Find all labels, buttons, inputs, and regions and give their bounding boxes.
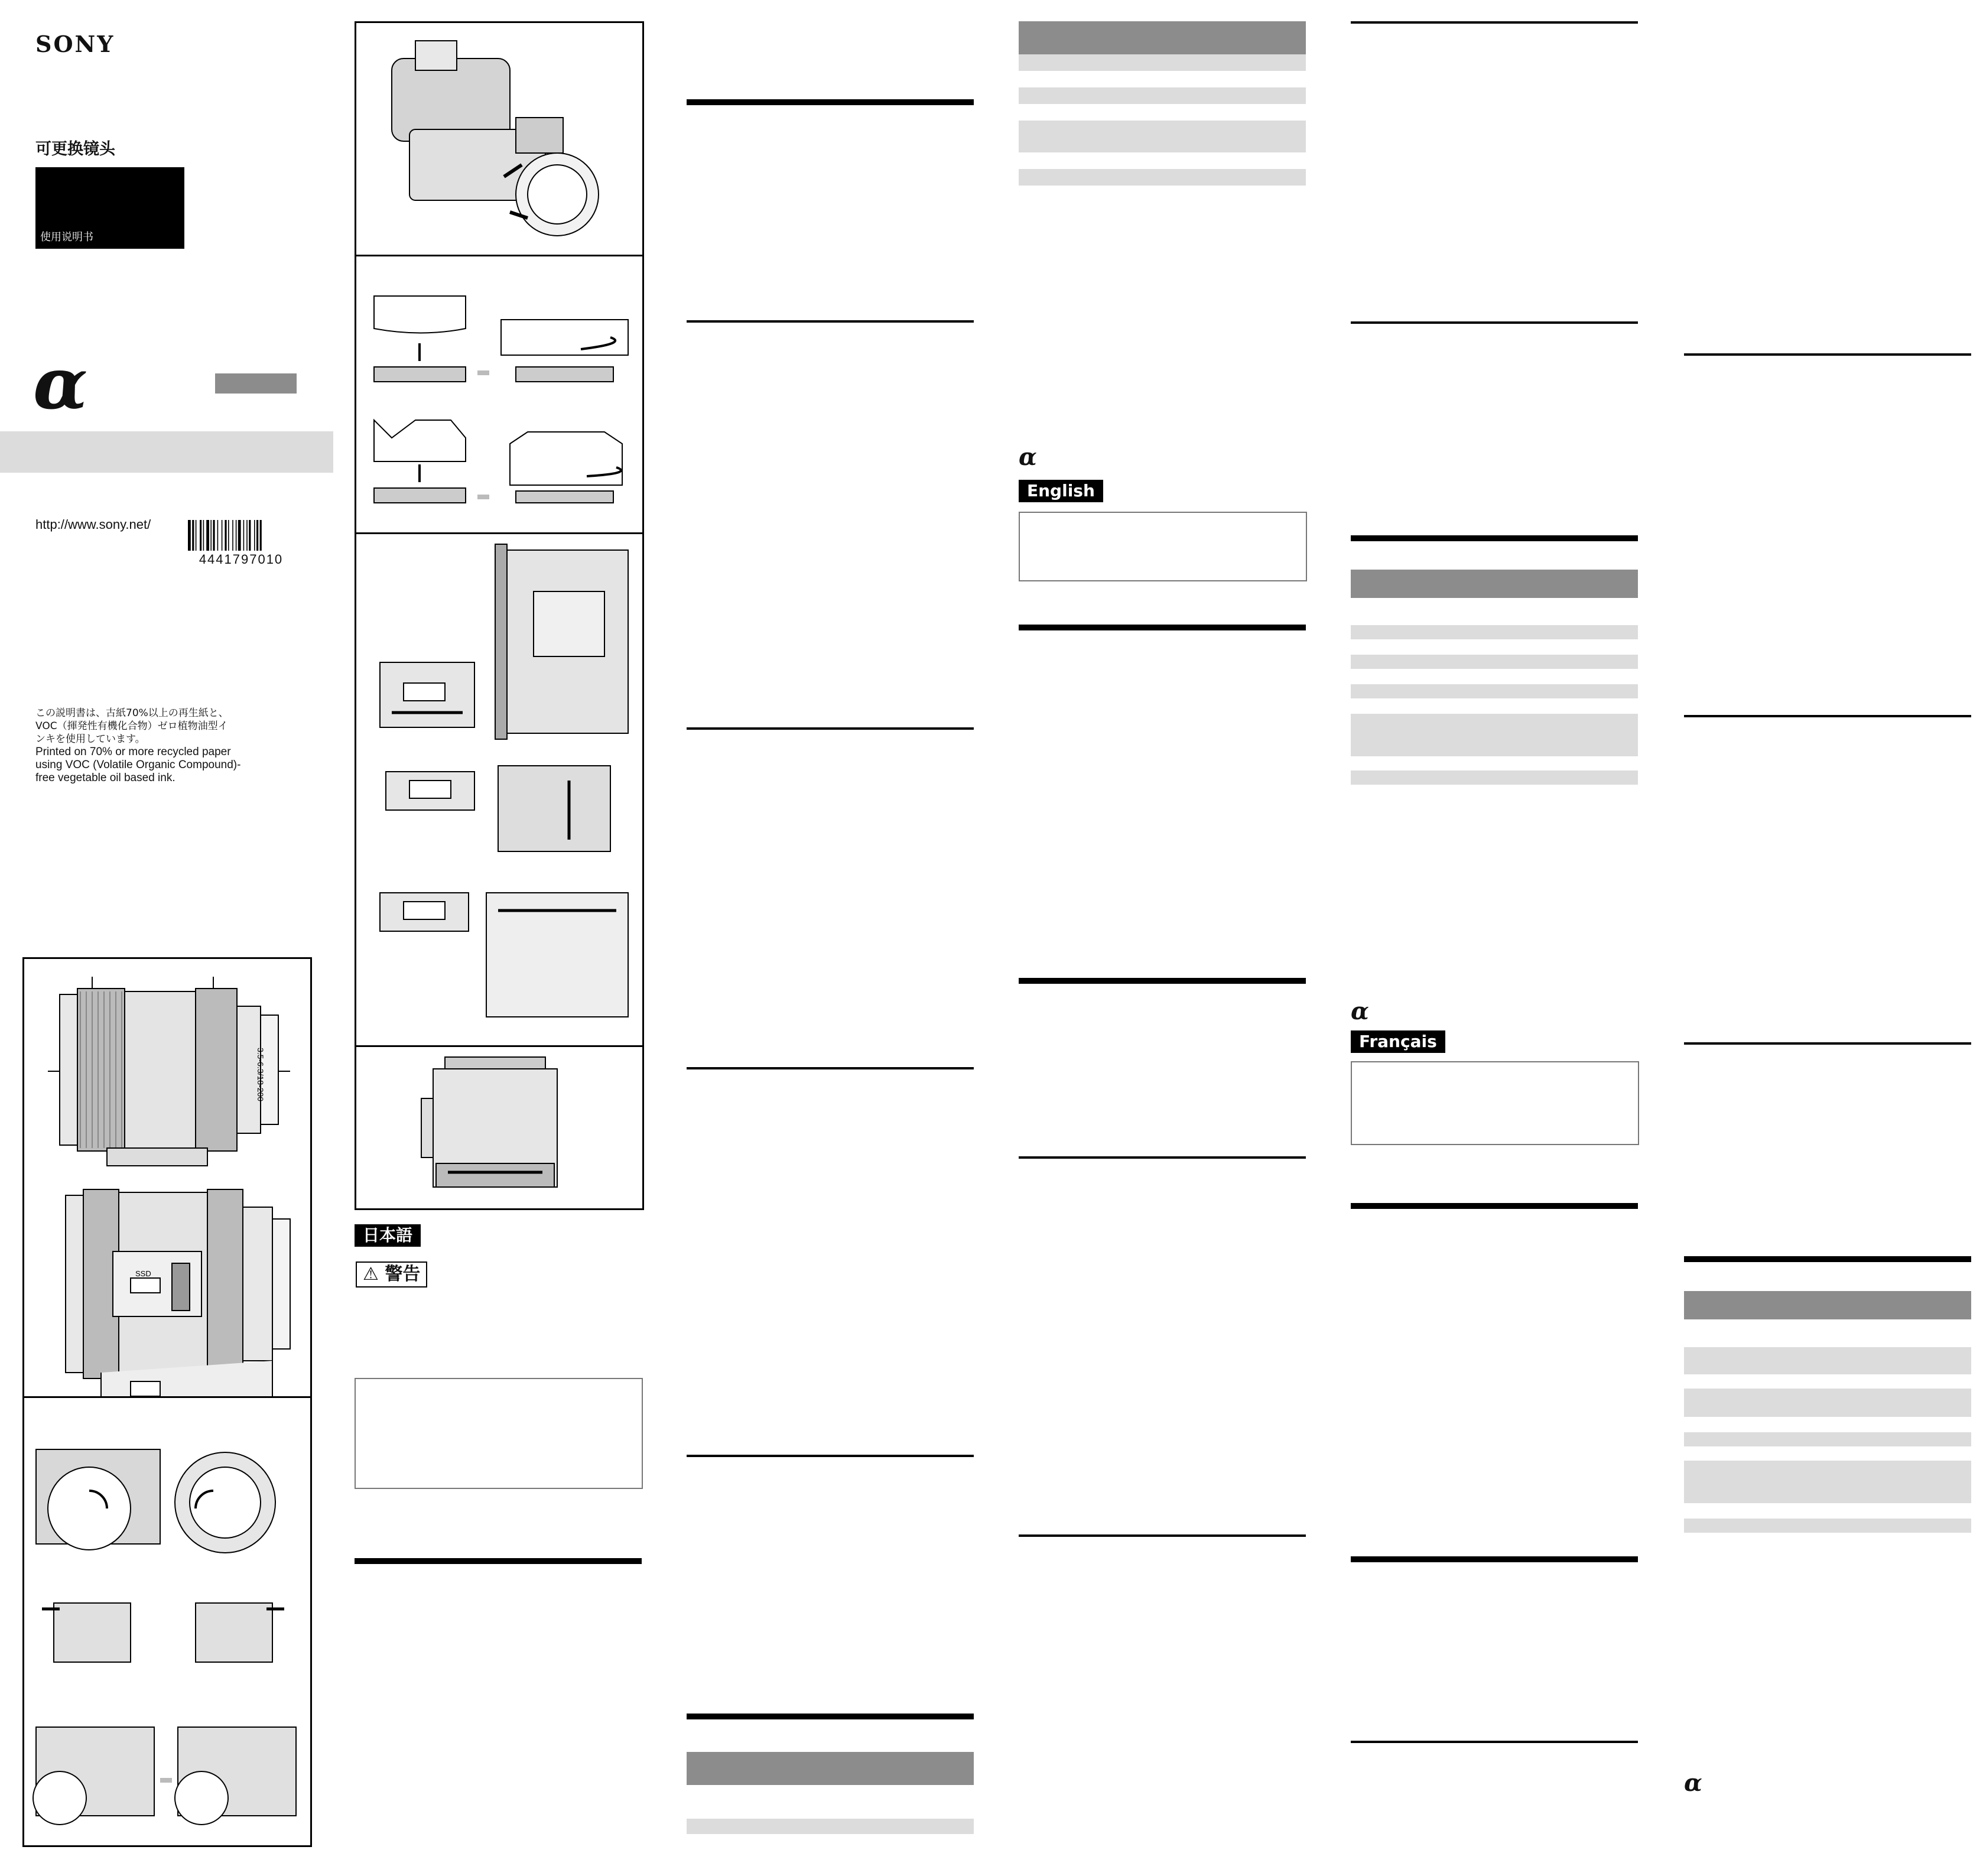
section-rule bbox=[1684, 1042, 1971, 1045]
spec-table-row bbox=[1351, 655, 1638, 669]
ssd-switch-label: SSD bbox=[135, 1269, 151, 1278]
spec-table-row bbox=[1351, 684, 1638, 698]
section-rule bbox=[687, 99, 974, 105]
brand-logo: SONY bbox=[35, 31, 115, 57]
usage-illustrations-panel bbox=[355, 21, 644, 1210]
barcode-bar bbox=[188, 520, 191, 551]
section-rule bbox=[355, 1558, 642, 1564]
warning-label: 警告 bbox=[385, 1264, 421, 1285]
spec-table-header bbox=[1351, 570, 1638, 598]
warning-badge bbox=[356, 1261, 427, 1287]
spec-table-header bbox=[1684, 1291, 1971, 1319]
french-tag: Français bbox=[1351, 1030, 1445, 1053]
spec-table-row bbox=[1019, 87, 1306, 104]
section-rule bbox=[1019, 978, 1306, 984]
section-rule bbox=[1351, 535, 1638, 541]
spec-table-row bbox=[1684, 1461, 1971, 1503]
alpha-mark: α bbox=[1351, 997, 1369, 1025]
spec-table-row bbox=[1684, 1432, 1971, 1446]
switch-operation-illustration bbox=[356, 532, 642, 1047]
barcode-bar bbox=[254, 520, 255, 551]
barcode-bar bbox=[256, 520, 258, 551]
section-rule bbox=[1351, 1741, 1638, 1743]
english-notice-box bbox=[1019, 512, 1307, 581]
lens-parts-illustration bbox=[24, 959, 310, 1398]
warning-triangle-icon: ⚠ bbox=[363, 1264, 379, 1285]
spec-table-row bbox=[1019, 121, 1306, 152]
barcode-bar bbox=[232, 520, 233, 551]
camera-diagram bbox=[356, 23, 642, 255]
cover-title-band bbox=[0, 431, 333, 473]
recycle-note-en: Printed on 70% or more recycled paper using VOC (Volatile Organic Compound)-free vegetable oil based ink. bbox=[35, 746, 241, 784]
spec-table-row bbox=[1684, 1389, 1971, 1417]
spec-table-row bbox=[1684, 1347, 1971, 1374]
lens-hood-illustration bbox=[356, 255, 642, 534]
barcode-bar bbox=[238, 520, 241, 551]
zoom-ring-illustration bbox=[356, 1045, 642, 1208]
section-rule bbox=[687, 1455, 974, 1457]
section-rule bbox=[1019, 1534, 1306, 1537]
spec-table-header bbox=[1019, 21, 1306, 54]
section-rule bbox=[1019, 1156, 1306, 1159]
manual-title-block bbox=[35, 167, 184, 249]
section-rule bbox=[1351, 1203, 1638, 1209]
section-rule bbox=[1684, 353, 1971, 356]
section-rule bbox=[1684, 1256, 1971, 1262]
barcode bbox=[188, 520, 294, 567]
lens-diagram bbox=[24, 959, 310, 1396]
barcode-bar bbox=[243, 520, 245, 551]
spec-table-header bbox=[687, 1752, 974, 1785]
hood-diagram bbox=[356, 255, 642, 532]
switch-diagram bbox=[356, 532, 642, 1045]
english-tag: English bbox=[1019, 480, 1103, 502]
section-rule bbox=[1684, 715, 1971, 717]
spec-table-row bbox=[1351, 714, 1638, 756]
manual-label: 使用说明书 bbox=[40, 231, 93, 243]
barcode-bar bbox=[213, 520, 214, 551]
section-rule bbox=[687, 320, 974, 323]
section-rule bbox=[687, 1067, 974, 1069]
barcode-bar bbox=[236, 520, 237, 551]
aperture-marking: 3.5-6.3/18-200 bbox=[256, 1048, 265, 1102]
japanese-tag: 日本語 bbox=[355, 1224, 421, 1247]
camera-attach-illustration bbox=[356, 23, 642, 256]
section-rule bbox=[1351, 21, 1638, 24]
barcode-bars bbox=[188, 520, 294, 551]
barcode-bar bbox=[246, 520, 248, 551]
barcode-bar bbox=[206, 520, 209, 551]
section-rule bbox=[1019, 625, 1306, 630]
spec-table-row bbox=[1019, 169, 1306, 186]
french-notice-box bbox=[1351, 1061, 1639, 1145]
mounting-diagram bbox=[24, 1396, 310, 1845]
spec-table-row bbox=[1684, 1519, 1971, 1533]
barcode-number: 4441797010 bbox=[199, 552, 284, 567]
mounting-illustration bbox=[24, 1396, 310, 1845]
section-rule bbox=[687, 1714, 974, 1719]
japanese-notice-box bbox=[355, 1378, 643, 1489]
section-rule bbox=[1351, 1556, 1638, 1562]
barcode-bar bbox=[192, 520, 194, 551]
barcode-bar bbox=[260, 520, 262, 551]
model-number-block bbox=[215, 373, 297, 394]
alpha-logo: α bbox=[33, 342, 88, 425]
barcode-bar bbox=[210, 520, 212, 551]
alpha-mark: α bbox=[1684, 1769, 1702, 1797]
barcode-bar bbox=[225, 520, 226, 551]
zoom-diagram bbox=[356, 1045, 642, 1208]
spec-table-row bbox=[1019, 54, 1306, 71]
barcode-bar bbox=[222, 520, 223, 551]
barcode-bar bbox=[203, 520, 204, 551]
barcode-bar bbox=[196, 520, 197, 551]
barcode-bar bbox=[228, 520, 229, 551]
product-type-title: 可更换镜头 bbox=[35, 140, 115, 158]
spec-table-row bbox=[687, 1819, 974, 1834]
recycle-note-ja: この説明書は、古紙70%以上の再生紙と、VOC（揮発性有機化合物）ゼロ植物油型インキを使用しています。 bbox=[35, 707, 229, 745]
section-rule bbox=[687, 727, 974, 730]
section-rule bbox=[1351, 321, 1638, 324]
sony-url: http://www.sony.net/ bbox=[35, 517, 151, 532]
barcode-bar bbox=[249, 520, 251, 551]
spec-table-row bbox=[1351, 625, 1638, 639]
barcode-bar bbox=[217, 520, 219, 551]
alpha-mark: α bbox=[1019, 443, 1037, 471]
barcode-bar bbox=[200, 520, 201, 551]
spec-table-row bbox=[1351, 770, 1638, 785]
lens-parts-panel bbox=[22, 957, 312, 1847]
